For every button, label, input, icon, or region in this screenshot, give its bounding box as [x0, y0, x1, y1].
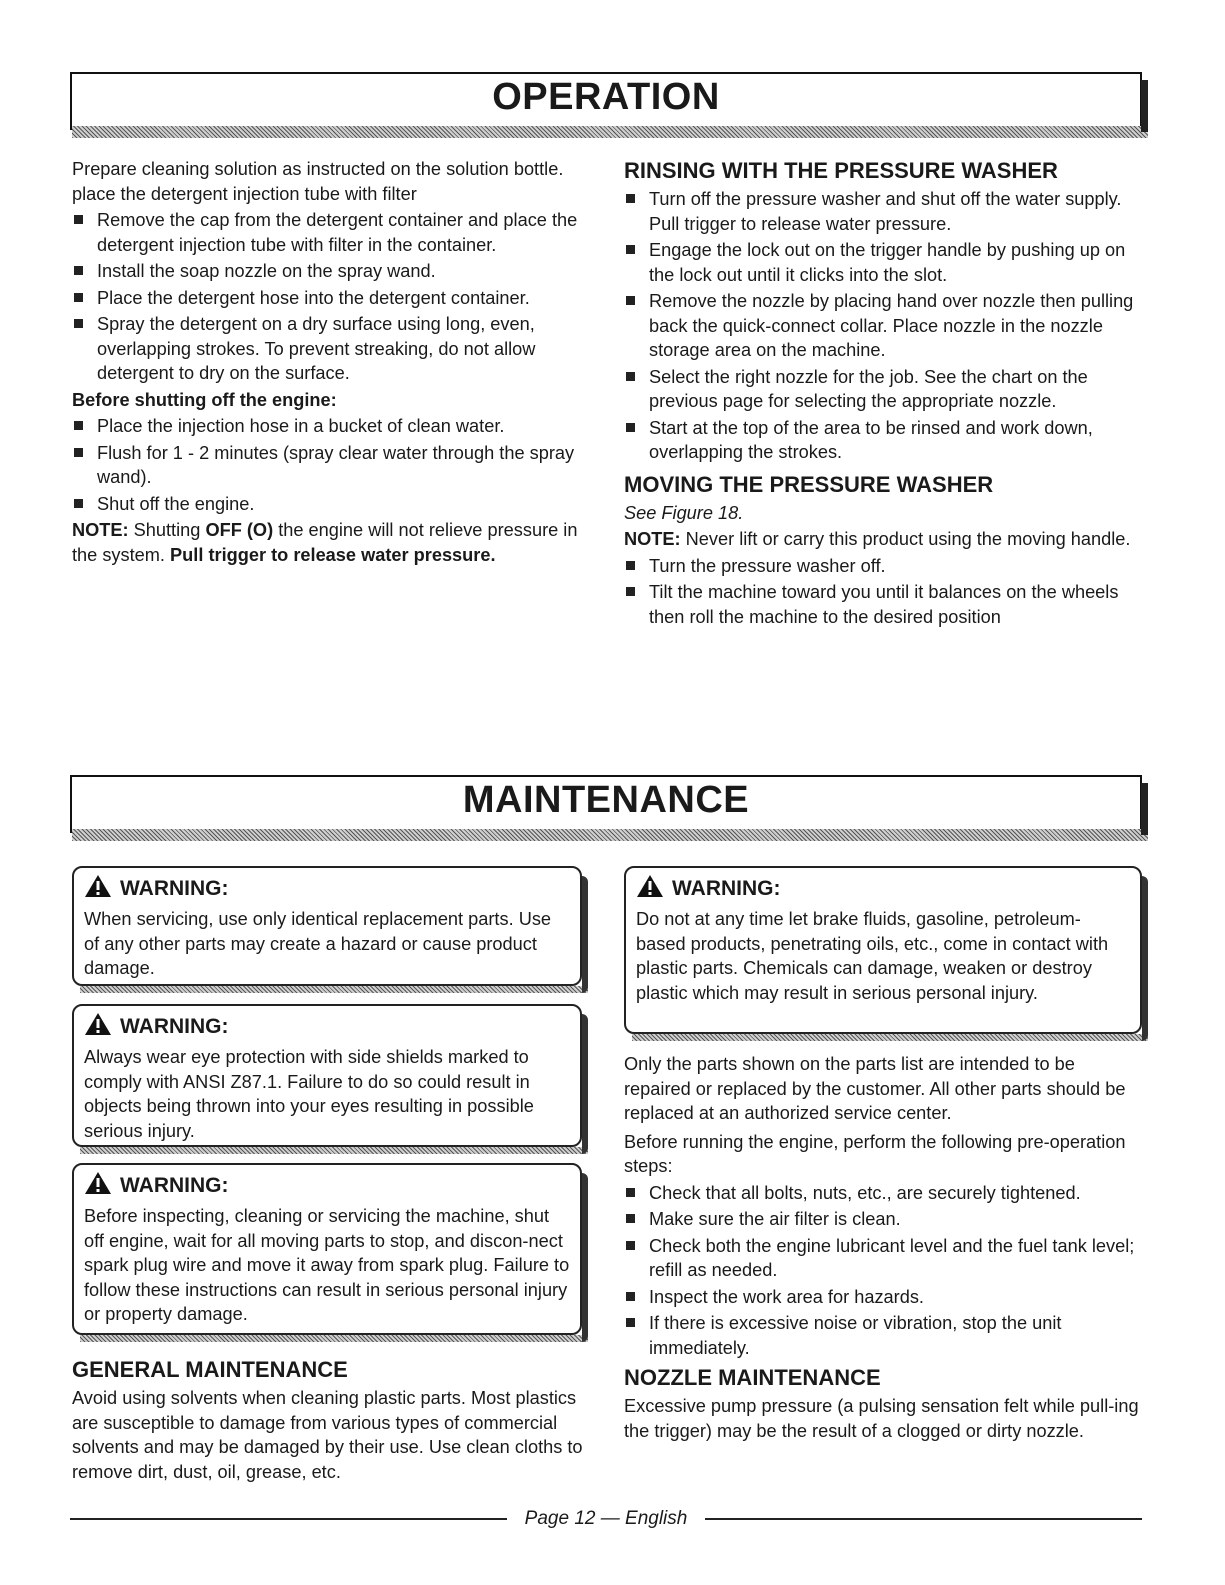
list-item: Place the detergent hose into the detergent container. — [72, 286, 590, 311]
warning-label: WARNING: — [120, 1174, 229, 1197]
warning-triangle-icon — [84, 874, 112, 906]
warning-triangle-icon — [84, 1012, 112, 1044]
warning-triangle-icon — [636, 874, 664, 906]
list-item: Tilt the machine toward you until it balances on the wheels then roll the machine to the desired position — [624, 580, 1141, 629]
moving-bullet-list — [624, 554, 1141, 630]
list-item: Flush for 1 - 2 minutes (spray clear water through the spray wand). — [72, 441, 590, 490]
general-maintenance-section — [72, 1356, 590, 1486]
bullet-icon — [626, 1318, 635, 1327]
before-shutdown-heading: Before shutting off the engine: — [72, 389, 337, 410]
bullet-icon — [626, 587, 635, 596]
operation-header — [70, 72, 1142, 130]
warning-label: WARNING: — [120, 1015, 229, 1038]
moving-heading: MOVING THE PRESSURE WASHER — [624, 471, 994, 497]
figure-reference: See Figure 18. — [624, 502, 744, 523]
warning-text: Do not at any time let brake fluids, gasoline, petroleum-based products, penetrating oils, etc., come in contact with plastic parts. Chemicals can damage, weaken or destroy plastic which may result in serious personal injury. — [636, 909, 1109, 1003]
pre-operation-bullet-list — [624, 1181, 1141, 1361]
list-item: Inspect the work area for hazards. — [624, 1285, 1141, 1310]
intro-text: Prepare cleaning solution as instructed on the solution bottle. place the detergent injection tube with filter — [72, 159, 564, 204]
warning-box-servicing — [72, 1163, 582, 1335]
warning-box-eye-protection — [72, 1004, 582, 1147]
shutdown-note: NOTE: Shutting OFF (O) the engine will not relieve pressure in the system. Pull trigger to release water pressure. — [72, 520, 578, 565]
nozzle-maintenance-text: Excessive pump pressure (a pulsing sensation felt while pull-ing the trigger) may be the result of a clogged or dirty nozzle. — [624, 1396, 1139, 1441]
list-item: Turn the pressure washer off. — [624, 554, 1141, 579]
rinsing-bullet-list — [624, 187, 1141, 465]
warning-triangle-icon — [84, 1171, 112, 1203]
bullet-icon — [626, 1214, 635, 1223]
warning-box-chemicals — [624, 866, 1142, 1034]
list-item: Make sure the air filter is clean. — [624, 1207, 1141, 1232]
list-item: Place the injection hose in a bucket of clean water. — [72, 414, 590, 439]
maintenance-right-column — [624, 1052, 1141, 1445]
warning-text: Before inspecting, cleaning or servicing the machine, shut off engine, wait for all moving parts to stop, and discon-nect spark plug wire and move it away from spark plug. Failure to follow these instructions can result in serious personal injury or property damage. — [84, 1206, 570, 1324]
list-item: Turn off the pressure washer and shut off the water supply. Pull trigger to release water pressure. — [624, 187, 1141, 236]
bullet-icon — [626, 372, 635, 381]
moving-note: NOTE: Never lift or carry this product using the moving handle. — [624, 529, 1131, 549]
operation-title: OPERATION — [492, 76, 720, 118]
list-item: Shut off the engine. — [72, 492, 590, 517]
bullet-icon — [74, 319, 83, 328]
warning-box-replacement-parts — [72, 866, 582, 986]
list-item: Start at the top of the area to be rinsed and work down, overlapping the strokes. — [624, 416, 1141, 465]
warning-label: WARNING: — [120, 877, 229, 900]
parts-text: Only the parts shown on the parts list are intended to be repaired or replaced by the customer. All other parts should be replaced at an authorized service center. — [624, 1054, 1126, 1123]
list-item: If there is excessive noise or vibration, stop the unit immediately. — [624, 1311, 1141, 1360]
list-item: Install the soap nozzle on the spray wand. — [72, 259, 590, 284]
footer-rule-right — [705, 1518, 1142, 1520]
bullet-icon — [626, 561, 635, 570]
warning-text: When servicing, use only identical replacement parts. Use of any other parts may create a hazard or cause product damage. — [84, 909, 552, 978]
nozzle-maintenance-heading: NOZZLE MAINTENANCE — [624, 1365, 881, 1390]
bullet-icon — [74, 293, 83, 302]
general-maintenance-heading: GENERAL MAINTENANCE — [72, 1357, 348, 1382]
shutdown-bullet-list — [72, 414, 590, 516]
pre-operation-text: Before running the engine, perform the following pre-operation steps: — [624, 1131, 1126, 1176]
warning-label: WARNING: — [672, 877, 781, 900]
bullet-icon — [626, 194, 635, 203]
list-item: Select the right nozzle for the job. See the chart on the previous page for selecting the appropriate nozzle. — [624, 365, 1141, 414]
operation-right-column — [624, 157, 1141, 631]
list-item: Remove the nozzle by placing hand over nozzle then pulling back the quick-connect collar. Place nozzle in the nozzle storage area on the machine. — [624, 289, 1141, 363]
list-item: Engage the lock out on the trigger handle by pushing up on the lock out until it clicks into the slot. — [624, 238, 1141, 287]
rinsing-heading: RINSING WITH THE PRESSURE WASHER — [624, 158, 1058, 183]
list-item: Remove the cap from the detergent container and place the detergent injection tube with filter in the container. — [72, 208, 590, 257]
maintenance-header — [70, 775, 1142, 833]
maintenance-title: MAINTENANCE — [462, 779, 750, 821]
bullet-icon — [626, 423, 635, 432]
general-maintenance-text: Avoid using solvents when cleaning plastic parts. Most plastics are susceptible to damage from various types of commercial solvents and may be damaged by their use. Use clean cloths to remove dirt, dust, oil, grease, etc. — [72, 1388, 583, 1482]
bullet-icon — [74, 266, 83, 275]
page-number: Page 12 — English — [524, 1508, 688, 1529]
bullet-icon — [626, 1292, 635, 1301]
bullet-icon — [74, 421, 83, 430]
bullet-icon — [74, 448, 83, 457]
bullet-icon — [74, 499, 83, 508]
operation-left-column — [72, 157, 590, 569]
footer-rule-left — [70, 1518, 507, 1520]
bullet-icon — [626, 1241, 635, 1250]
bullet-icon — [626, 296, 635, 305]
list-item: Check that all bolts, nuts, etc., are securely tightened. — [624, 1181, 1141, 1206]
bullet-icon — [626, 1188, 635, 1197]
bullet-icon — [626, 245, 635, 254]
list-item: Check both the engine lubricant level and the fuel tank level; refill as needed. — [624, 1234, 1141, 1283]
prep-bullet-list — [72, 208, 590, 386]
bullet-icon — [74, 215, 83, 224]
page-footer — [70, 1508, 1142, 1530]
list-item: Spray the detergent on a dry surface using long, even, overlapping strokes. To prevent streaking, do not allow detergent to dry on the surface. — [72, 312, 590, 386]
warning-text: Always wear eye protection with side shields marked to comply with ANSI Z87.1. Failure to do so could result in objects being thrown into your eyes resulting in possible serious injury. — [84, 1047, 534, 1141]
